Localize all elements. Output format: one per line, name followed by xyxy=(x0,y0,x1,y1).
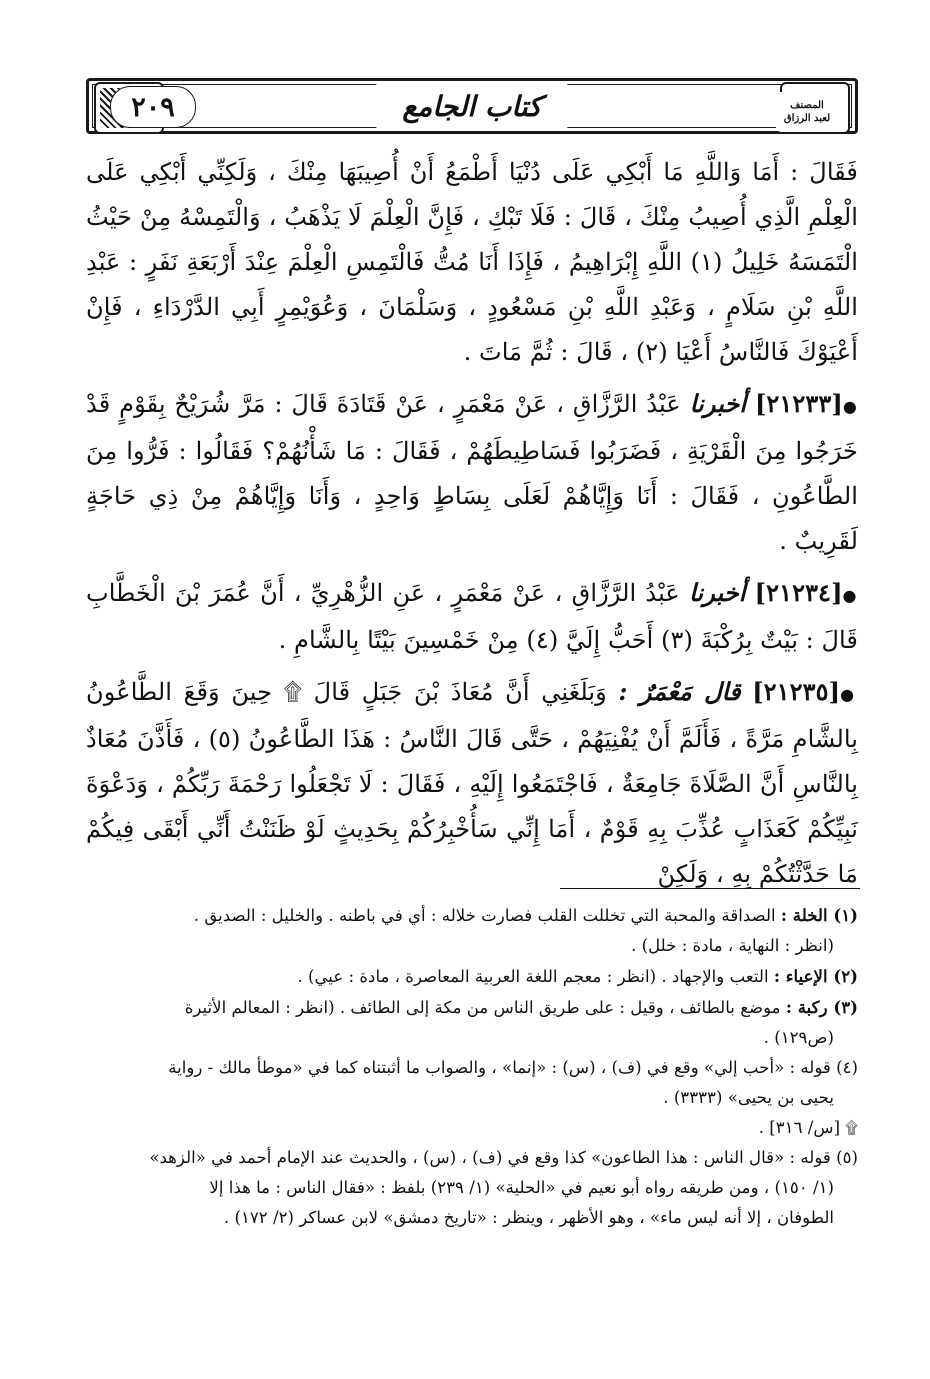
manuscript-marker: ۩ [س/ ٣١٦] . xyxy=(758,1118,858,1137)
footnote-1-ref: (انظر : النهاية ، مادة : خلل) . xyxy=(631,936,834,955)
book-title: كتاب الجامع xyxy=(376,84,567,128)
hadith-number: [٢١٢٣٤] xyxy=(754,578,843,607)
footnote-2 xyxy=(86,961,858,992)
footnote-text: الصداقة والمحبة التي تخللت القلب فصارت خلاله : أي في باطنه . والخليل : الصديق . xyxy=(193,906,776,925)
footnote-label: (١) الخلة : xyxy=(780,905,858,925)
footnote-text: التعب والإجهاد . (انظر : معجم اللغة العربية المعاصرة ، مادة : عيي) . xyxy=(297,967,769,986)
hadith-21235 xyxy=(86,669,858,897)
bullet-icon: ● xyxy=(840,685,858,704)
emblem-line-1: المصنف xyxy=(790,100,824,111)
hadith-number: [٢١٢٣٥] xyxy=(752,677,841,706)
paragraph-continuation: فَقَالَ : أَمَا وَاللَّهِ مَا أَبْكِي عَلَى دُنْيَا أَطْمَعُ أَنْ أُصِيبَهَا مِنْكَ ، وَلَكِنِّي أَبْكِي عَلَى الْعِلْمِ الَّذِي أُصِيبُ مِنْكَ ، قَالَ : فَلَا تَبْكِ ، فَإِنَّ الْعِلْمَ لَا يَذْهَبُ ، وَالْتَمِسْهُ مِنْ حَيْثُ الْتَمَسَهُ خَلِيلُ (١) اللَّهِ إِبْرَاهِيمُ ، فَإِذَا أَنَا مُتُّ فَالْتَمِسِ الْعِلْمَ عِنْدَ أَرْبَعَةِ نَفَرٍ : عَبْدِ اللَّهِ بْنِ سَلَامٍ ، وَعَبْدِ اللَّهِ بْنِ مَسْعُودٍ ، وَسَلْمَانَ ، وَعُوَيْمِرٍ أَبِي الدَّرْدَاءِ ، فَإِنْ أَعْيَوْكَ فَالنَّاسُ أَعْيَا (٢) ، قَالَ : ثُمَّ مَاتَ . xyxy=(86,158,859,366)
page-number: ٢٠٩ xyxy=(110,86,196,128)
hadith-intro: قال مَعْمَرٌ : xyxy=(618,677,741,706)
footnote-3 xyxy=(86,992,858,1023)
footnote-label: (٣) ركبة : xyxy=(785,997,858,1017)
bullet-icon: ● xyxy=(842,586,858,605)
hadith-text: عَبْدُ الرَّزَّاقِ ، عَنْ مَعْمَرٍ ، عَنْ قَتَادَةَ قَالَ : مَرَّ شُرَيْحٌ بِقَوْمٍ قَدْ خَرَجُوا مِنَ الْقَرْيَةِ ، فَضَرَبُوا فَسَاطِيطَهُمْ ، فَقَالَ : مَا شَأْنُهُمْ؟ فَقَالُوا : فَرُّوا مِنَ الطَّاعُونِ ، فَقَالَ : أَنَا وَإِيَّاهُمْ لَعَلَى بِسَاطٍ وَاحِدٍ ، وَأَنَا وَإِيَّاهُمْ مِنْ ذِي حَاجَةٍ لَقَرِيبٌ . xyxy=(86,390,858,555)
footnote-5-line-3: الطوفان ، إلا أنه ليس ماء» ، وهو الأظهر ، وينظر : «تاريخ دمشق» لابن عساكر (٢/ ١٧٢) . xyxy=(223,1208,834,1227)
footnote-divider xyxy=(560,888,860,889)
footnote-label: (٢) الإعياء : xyxy=(773,966,858,986)
footnote-4: (٤) قوله : «أحب إلي» وقع في (ف) ، (س) : «إنما» ، والصواب ما أثبتناه كما في «موطأ مالك - رواية xyxy=(168,1058,858,1077)
footnote-1 xyxy=(86,900,858,931)
footnotes xyxy=(86,900,858,1233)
footnote-3-ref: (ص١٢٩) . xyxy=(763,1028,834,1047)
hadith-intro: أخبرنا xyxy=(689,389,747,418)
bullet-icon: ● xyxy=(842,397,858,416)
hadith-intro: أخبرنا xyxy=(689,578,746,607)
book-emblem xyxy=(780,82,850,134)
hadith-21234 xyxy=(86,570,858,663)
footnote-4-ref: يحيى بن يحيى» (٣٣٣٣) . xyxy=(663,1088,834,1107)
main-text xyxy=(86,150,858,903)
hadith-text: وَبَلَغَنِي أَنَّ مُعَاذَ بْنَ جَبَلٍ قَالَ ۩ حِينَ وَقَعَ الطَّاعُونُ بِالشَّامِ مَرَّةً ، فَأَلَمَّ أَنْ يُفْنِيَهُمْ ، حَتَّى قَالَ النَّاسُ : هَذَا الطَّاعُونُ (٥) ، فَأَذَّنَ مُعَاذٌ بِالنَّاسِ أَنَّ الصَّلَاةَ جَامِعَةٌ ، فَاجْتَمَعُوا إِلَيْهِ ، فَقَالَ : لَا تَجْعَلُوا رَحْمَةَ رَبِّكُمْ ، وَدَعْوَةَ نَبِيِّكُمْ كَعَذَابٍ عُذِّبَ بِهِ قَوْمٌ ، أَمَا إِنِّي سَأُخْبِرُكُمْ بِحَدِيثٍ لَوْ ظَنَنْتُ أَنِّي أَبْقَى فِيكُمْ مَا حَدَّثْتُكُمْ بِهِ ، وَلَكِنْ xyxy=(86,678,859,888)
footnote-5: (٥) قوله : «قال الناس : هذا الطاعون» كذا وقع في (ف) ، (س) ، والحديث عند الإمام أحمد في «الزهد» xyxy=(149,1148,858,1167)
hadith-text: عَبْدُ الرَّزَّاقِ ، عَنْ مَعْمَرٍ ، عَنِ الزُّهْرِيِّ ، أَنَّ عُمَرَ بْنَ الْخَطَّابِ قَالَ : بَيْتٌ بِرُكْبَةَ (٣) أَحَبُّ إِلَيَّ (٤) مِنْ خَمْسِينَ بَيْتًا بِالشَّامِ . xyxy=(86,579,858,654)
footnote-text: موضع بالطائف ، وقيل : على طريق الناس من مكة إلى الطائف . (انظر : المعالم الأثيرة xyxy=(184,998,781,1017)
hadith-number: [٢١٢٣٣] xyxy=(754,389,843,418)
emblem-line-2: لعبد الرزاق xyxy=(783,113,831,124)
page-header xyxy=(86,78,858,134)
hadith-21233 xyxy=(86,381,858,564)
footnote-5-line-2: (١/ ١٥٠) ، ومن طريقه رواه أبو نعيم في «الحلية» (١/ ٢٣٩) بلفظ : «فقال الناس : ما هذا إلا xyxy=(209,1178,834,1197)
